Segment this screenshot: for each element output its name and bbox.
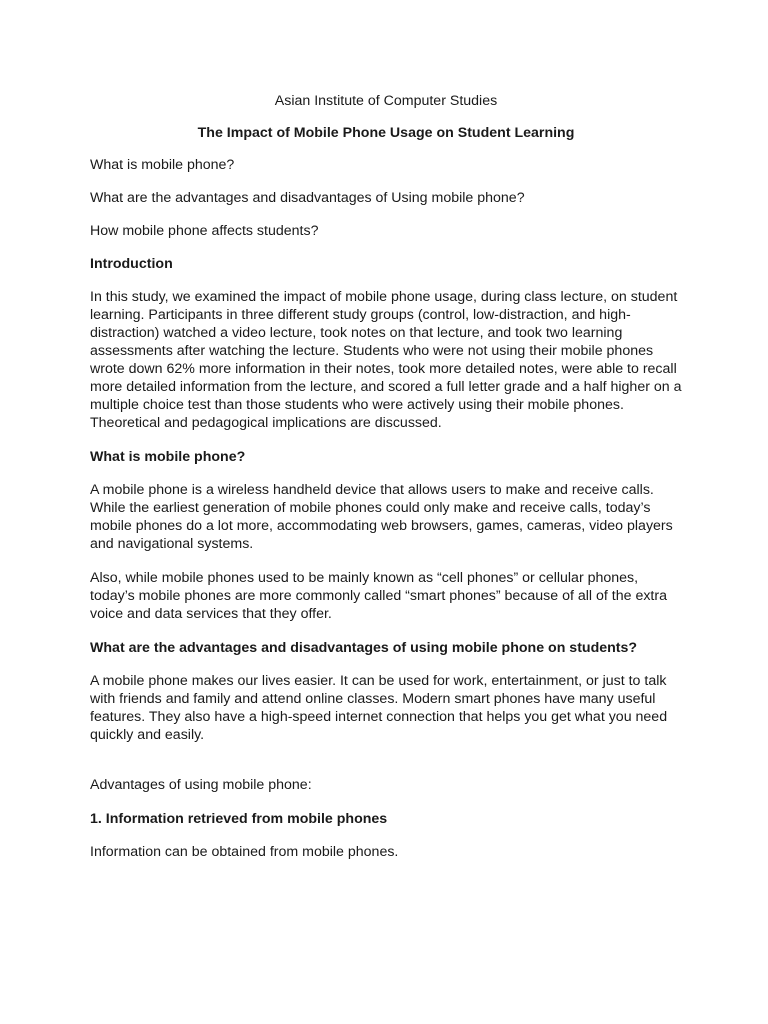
adv-disadv-paragraph: A mobile phone makes our lives easier. It can be used for work, entertainment, or just to talk with friends and family and attend online classes. Modern smart phones have many useful features. They also have a high-speed internet connection that helps you get what you need quickly and easily. [90,673,668,743]
question-1: What is mobile phone? [90,157,235,173]
introduction-heading: Introduction [90,256,173,272]
what-is-heading: What is mobile phone? [90,449,246,465]
question-3: How mobile phone affects students? [90,223,319,239]
advantages-label: Advantages of using mobile phone: [90,777,312,793]
what-is-paragraph-1: A mobile phone is a wireless handheld device that allows users to make and receive calls. While the earliest generation of mobile phones could only make and receive calls, today’s mobile phones do a lot more, accommodating web browsers, games, cameras, video players and navigational systems. [90,482,673,552]
advantage-1-text: Information can be obtained from mobile phones. [90,844,399,860]
introduction-text: In this study, we examined the impact of mobile phone usage, during class lecture, on student learning. Participants in three different study groups (control, low-distraction, and high-distraction) watched a video lecture, took notes on that lecture, and took two learning assessments after watching the lecture. Students who were not using their mobile phones wrote down 62% more information in their notes, took more detailed notes, were able to recall more detailed information from the lecture, and scored a full letter grade and a half higher on a multiple choice test than those students who were actively using their mobile phones. Theoretical and pedagogical implications are discussed. [90,289,682,431]
document-title: The Impact of Mobile Phone Usage on Student Learning [197,125,575,141]
document-page [90,92,682,877]
what-is-paragraph-2: Also, while mobile phones used to be mainly known as “cell phones” or cellular phones, today’s mobile phones are more commonly called “smart phones” because of all of the extra voice and data services that they offer. [90,570,667,622]
adv-disadv-heading: What are the advantages and disadvantages of using mobile phone on students? [90,640,638,656]
advantage-1-heading: 1. Information retrieved from mobile phones [90,811,388,827]
institute-name: Asian Institute of Computer Studies [274,93,498,109]
question-2: What are the advantages and disadvantages of Using mobile phone? [90,190,525,206]
